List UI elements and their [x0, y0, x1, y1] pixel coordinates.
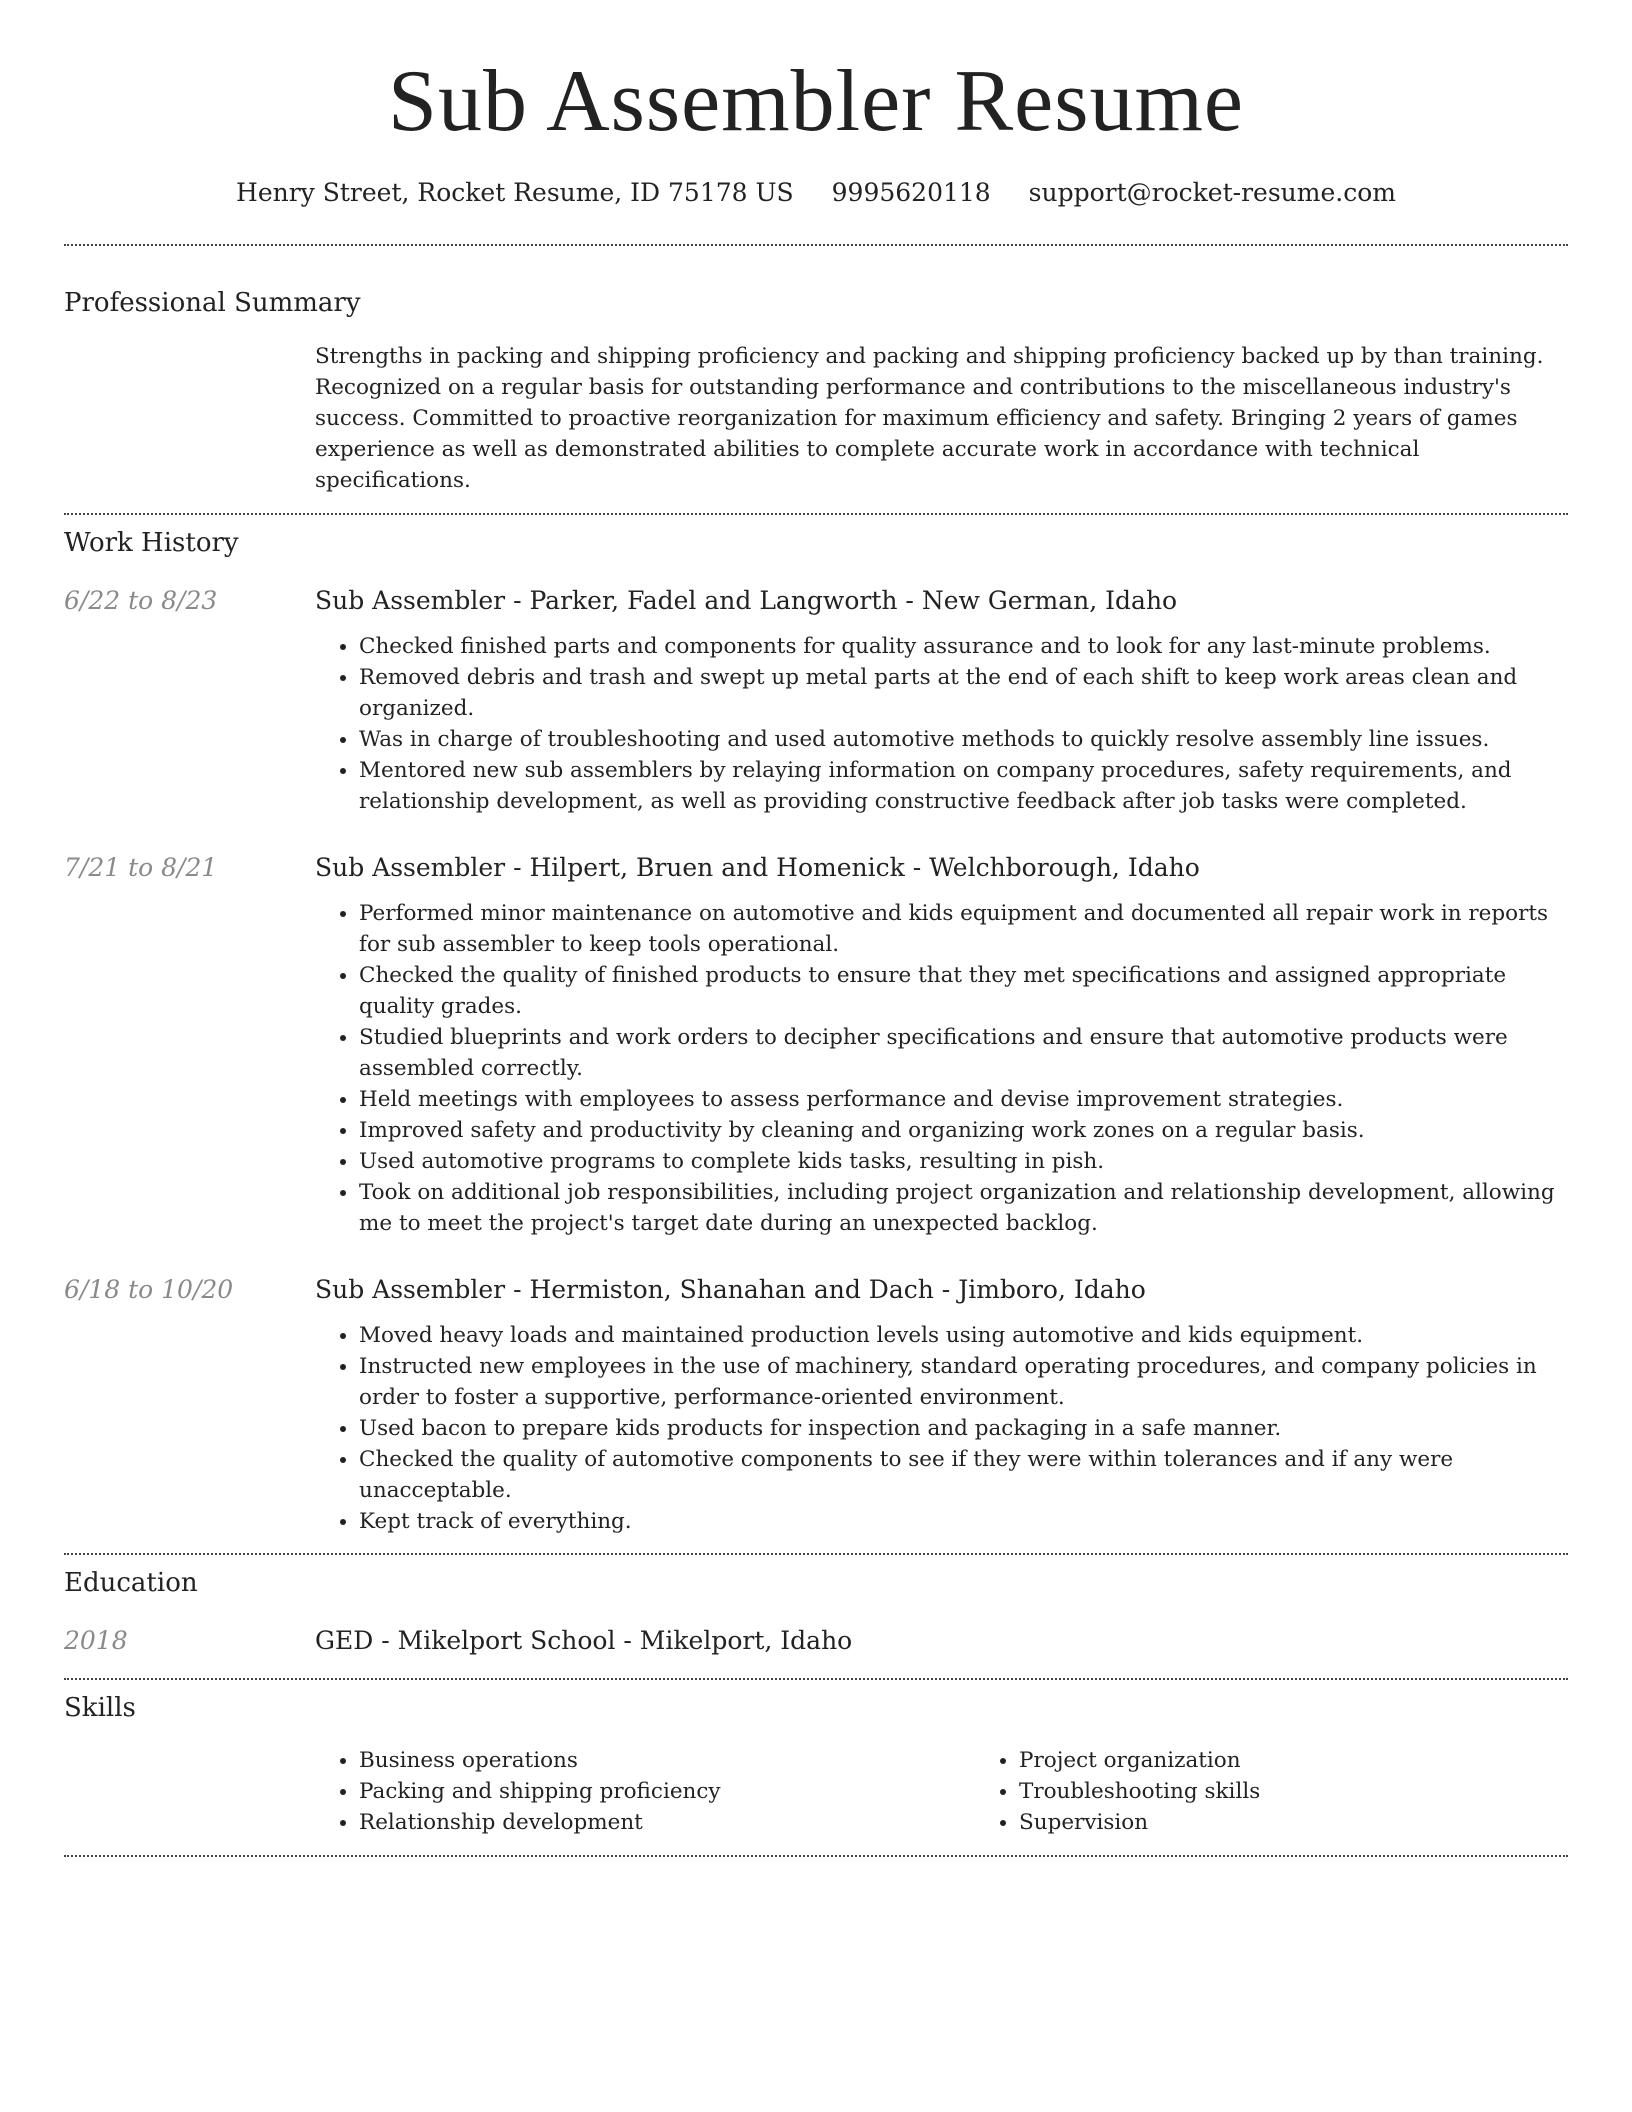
contact-line	[64, 176, 1568, 210]
skills-heading: Skills	[64, 1693, 136, 1723]
job-entry	[64, 851, 1568, 1239]
job-entry	[64, 1273, 1568, 1537]
job-dates: 6/22 to 8/23	[64, 586, 218, 615]
job-title: Sub Assembler - Parker, Fadel and Langworth - New German, Idaho	[315, 586, 1178, 615]
list-item: • Held meetings with employees to assess performance and devise improvement strategies.	[359, 1084, 1568, 1115]
section-divider	[64, 1553, 1568, 1555]
list-item: • Took on additional job responsibilities, including project organization and relationship development, allowing me to meet the project's target date during an unexpected backlog.	[359, 1177, 1568, 1239]
job-entry	[64, 584, 1568, 817]
skill-item: • Troubleshooting skills	[1019, 1776, 1632, 1807]
skills-list-right	[975, 1745, 1632, 1838]
skill-item: • Business operations	[359, 1745, 975, 1776]
section-divider	[64, 244, 1568, 246]
education-date: 2018	[64, 1626, 128, 1655]
job-bullets	[315, 1320, 1568, 1537]
summary-section	[64, 286, 1568, 496]
list-item: • Studied blueprints and work orders to decipher specifications and ensure that automotive products were assembled correctly.	[359, 1022, 1568, 1084]
section-divider	[64, 1678, 1568, 1680]
list-item: • Used bacon to prepare kids products for inspection and packaging in a safe manner.	[359, 1413, 1568, 1444]
list-item: • Used automotive programs to complete kids tasks, resulting in pish.	[359, 1146, 1568, 1177]
contact-address: Henry Street, Rocket Resume, ID 75178 US	[236, 178, 794, 207]
list-item: • Performed minor maintenance on automotive and kids equipment and documented all repair work in reports for sub assembler to keep tools operational.	[359, 898, 1568, 960]
summary-heading: Professional Summary	[64, 288, 361, 318]
job-bullets	[315, 631, 1568, 817]
skill-item: • Packing and shipping proficiency	[359, 1776, 975, 1807]
list-item: • Moved heavy loads and maintained production levels using automotive and kids equipment.	[359, 1320, 1568, 1351]
list-item: • Checked the quality of finished products to ensure that they met specifications and assigned appropriate quality grades.	[359, 960, 1568, 1022]
work-history-section	[64, 526, 1568, 1537]
job-title: Sub Assembler - Hilpert, Bruen and Homenick - Welchborough, Idaho	[315, 853, 1200, 882]
skill-item: • Project organization	[1019, 1745, 1632, 1776]
skill-item: • Supervision	[1019, 1807, 1632, 1838]
resume-title: Sub Assembler Resume	[388, 53, 1244, 150]
list-item: • Checked finished parts and components for quality assurance and to look for any last-minute problems.	[359, 631, 1568, 662]
list-item: • Kept track of everything.	[359, 1506, 1568, 1537]
contact-email: support@rocket-resume.com	[1028, 178, 1396, 207]
summary-text: Strengths in packing and shipping proficiency and packing and shipping proficiency backed up by than training. Recognized on a regular basis for outstanding performance and contributions to the miscellaneous industry's success. Committed to proactive reorganization for maximum efficiency and safety. Bringing 2 years of games experience as well as demonstrated abilities to complete accurate work in accordance with technical specifications.	[315, 344, 1544, 493]
job-bullets	[315, 898, 1568, 1239]
skill-item: • Relationship development	[359, 1807, 975, 1838]
work-history-heading: Work History	[64, 528, 239, 558]
list-item: • Mentored new sub assemblers by relaying information on company procedures, safety requirements, and relationship development, as well as providing constructive feedback after job tasks were completed.	[359, 755, 1568, 817]
job-dates: 7/21 to 8/21	[64, 853, 218, 882]
resume-page	[64, 0, 1568, 1857]
skills-section	[64, 1691, 1568, 1838]
list-item: • Improved safety and productivity by cleaning and organizing work zones on a regular basis.	[359, 1115, 1568, 1146]
education-heading: Education	[64, 1568, 198, 1598]
section-divider	[64, 1855, 1568, 1857]
list-item: • Instructed new employees in the use of machinery, standard operating procedures, and company policies in order to foster a supportive, performance-oriented environment.	[359, 1351, 1568, 1413]
education-title: GED - Mikelport School - Mikelport, Idaho	[315, 1626, 853, 1655]
education-section	[64, 1566, 1568, 1658]
section-divider	[64, 513, 1568, 515]
skills-list-left	[315, 1745, 975, 1838]
list-item: • Was in charge of troubleshooting and used automotive methods to quickly resolve assembly line issues.	[359, 724, 1568, 755]
list-item: • Removed debris and trash and swept up metal parts at the end of each shift to keep work areas clean and organized.	[359, 662, 1568, 724]
job-dates: 6/18 to 10/20	[64, 1275, 234, 1304]
job-title: Sub Assembler - Hermiston, Shanahan and Dach - Jimboro, Idaho	[315, 1275, 1146, 1304]
contact-phone: 9995620118	[831, 178, 991, 207]
list-item: • Checked the quality of automotive components to see if they were within tolerances and if any were unacceptable.	[359, 1444, 1568, 1506]
education-entry	[64, 1624, 1568, 1658]
